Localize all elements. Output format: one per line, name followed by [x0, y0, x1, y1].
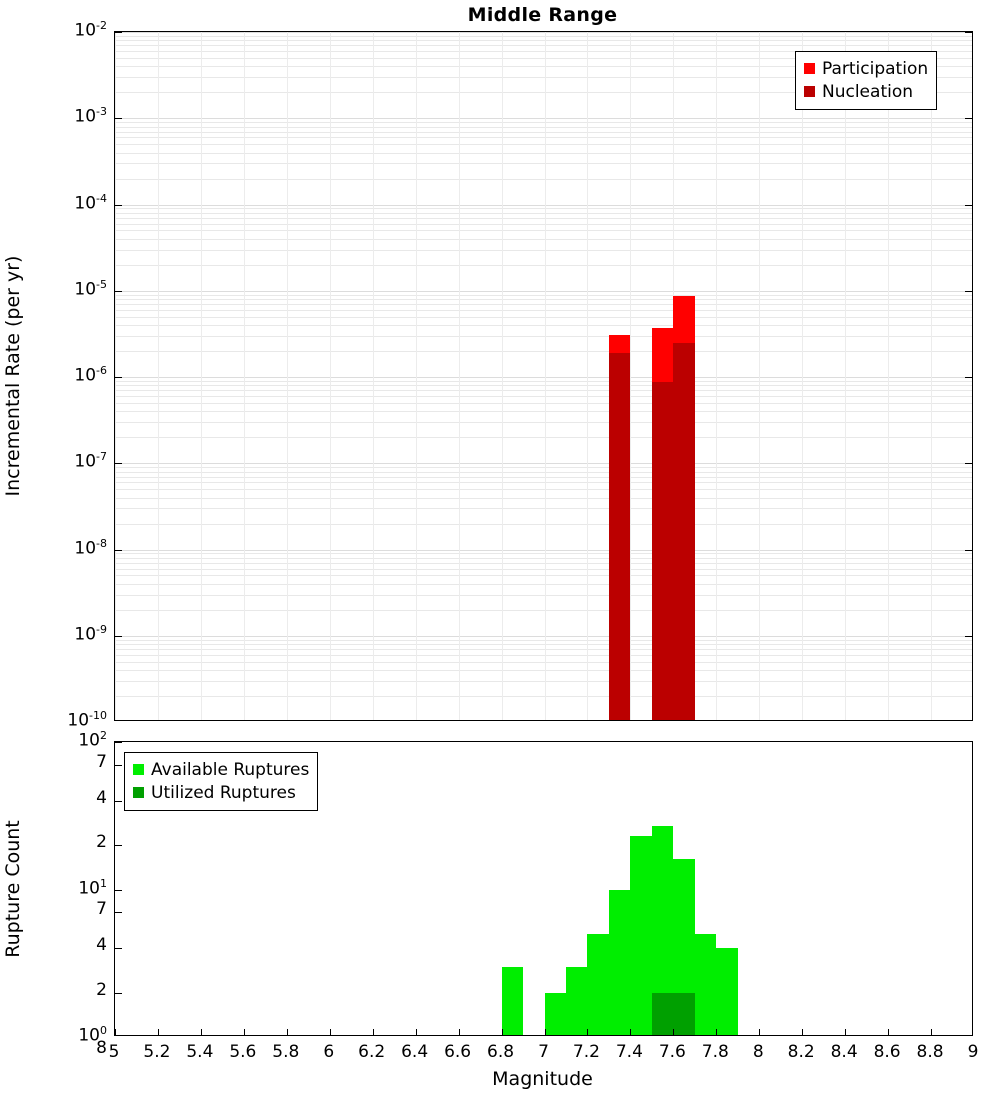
y-tick: [115, 801, 122, 802]
bar: [673, 343, 694, 721]
legend-label-participation: Participation: [822, 58, 929, 79]
gridline: [158, 32, 159, 720]
x-tick: [587, 1029, 588, 1035]
y-tick: [115, 636, 122, 637]
x-axis-label: Magnitude: [492, 1068, 593, 1090]
y-tick: [115, 948, 122, 949]
y-tick-label: $10^1$: [78, 876, 107, 899]
x-tick: [115, 1029, 116, 1035]
x-tick: [244, 1029, 245, 1035]
y-tick: [115, 890, 122, 891]
x-tick-label: 5.8: [272, 1042, 300, 1062]
gridline: [931, 32, 932, 720]
x-tick: [931, 1029, 932, 1035]
y-tick: [965, 291, 972, 292]
y-tick: [115, 32, 122, 33]
gridline: [888, 32, 889, 720]
y-tick-label: 7: [96, 899, 107, 920]
y-tick: [115, 912, 122, 913]
y-tick: [115, 742, 122, 743]
bar: [587, 934, 608, 1036]
x-tick-label: 6.8: [487, 1042, 515, 1062]
y-tick-label: $10^{-2}$: [74, 19, 107, 41]
gridline: [802, 32, 803, 720]
x-tick-label: 9: [967, 1042, 979, 1062]
x-tick-label: 6.2: [358, 1042, 386, 1062]
gridline: [330, 32, 331, 720]
x-tick: [287, 1029, 288, 1035]
y-tick-label: $10^2$: [78, 729, 107, 751]
legend-top: [795, 51, 937, 110]
gridline: [630, 32, 631, 720]
bar: [609, 353, 630, 721]
gridline: [416, 32, 417, 720]
x-tick-label: 8.2: [787, 1042, 815, 1062]
x-tick-label: 7: [538, 1042, 549, 1062]
y-tick: [965, 636, 972, 637]
bar: [673, 993, 694, 1036]
x-tick: [888, 1029, 889, 1035]
gridline: [716, 32, 717, 720]
x-tick: [716, 1029, 717, 1035]
y-axis-label-top: Incremental Rate (per yr): [2, 255, 24, 497]
gridline: [759, 32, 760, 720]
legend-swatch-utilized-ruptures: [133, 787, 144, 798]
y-tick: [115, 463, 122, 464]
x-tick-label: 8.8: [916, 1042, 944, 1062]
y-tick: [115, 377, 122, 378]
y-tick-label: 7: [96, 751, 107, 772]
bar: [566, 967, 587, 1036]
y-tick-label: $10^{-5}$: [74, 277, 107, 300]
x-tick: [802, 1029, 803, 1035]
legend-bottom: [124, 752, 318, 811]
y-tick: [115, 118, 122, 119]
x-tick-label: 8: [752, 1042, 764, 1062]
x-tick-label: 6.6: [444, 1042, 472, 1062]
x-tick: [373, 1029, 374, 1035]
y-tick: [115, 845, 122, 846]
bar: [652, 382, 673, 721]
bar: [695, 934, 716, 1036]
gridline: [459, 32, 460, 720]
y-tick: [965, 463, 972, 464]
x-tick: [545, 1029, 546, 1035]
y-tick: [965, 377, 972, 378]
x-tick-label: 7.8: [701, 1042, 729, 1062]
legend-swatch-participation: [804, 63, 815, 74]
legend-swatch-nucleation: [804, 86, 815, 97]
y-tick-label: 8: [96, 1038, 107, 1059]
legend-item: [804, 80, 928, 103]
x-tick-label: 6.4: [401, 1042, 429, 1062]
y-tick-label: $10^{-10}$: [67, 709, 107, 731]
gridline: [545, 32, 546, 720]
bar: [652, 993, 673, 1036]
y-tick: [115, 205, 122, 206]
legend-label-nucleation: Nucleation: [822, 81, 914, 102]
y-tick-label: 4: [96, 935, 107, 956]
y-tick-label: $10^{-4}$: [74, 191, 107, 214]
legend-swatch-available-ruptures: [133, 764, 144, 775]
x-tick: [158, 1029, 159, 1035]
y-tick-label: $10^{-7}$: [74, 450, 107, 472]
y-tick: [115, 765, 122, 766]
bar: [502, 967, 523, 1036]
incremental-rate-plot: [114, 31, 973, 721]
legend-item: [133, 781, 309, 804]
x-tick-label: 5.4: [186, 1042, 214, 1062]
y-tick: [115, 550, 122, 551]
y-tick: [965, 205, 972, 206]
y-tick-label: $10^{-8}$: [74, 536, 107, 559]
x-tick: [459, 1029, 460, 1035]
x-tick: [502, 1029, 503, 1035]
gridline: [845, 32, 846, 720]
y-tick-label: $10^{-9}$: [74, 622, 107, 645]
gridline: [244, 32, 245, 720]
y-tick: [965, 32, 972, 33]
x-tick: [330, 1029, 331, 1035]
x-tick-label: 6: [323, 1042, 335, 1062]
bar: [609, 890, 630, 1037]
x-tick: [759, 1029, 760, 1035]
y-tick: [965, 550, 972, 551]
y-tick: [115, 993, 122, 994]
y-tick-label: $10^{-6}$: [74, 364, 107, 386]
page-title: Middle Range: [467, 4, 618, 26]
y-tick-label: $10^{-3}$: [74, 105, 107, 127]
x-tick: [845, 1029, 846, 1035]
y-tick-label: 2: [96, 979, 107, 1000]
legend-item: [804, 57, 928, 80]
x-tick-label: 7.6: [658, 1042, 686, 1062]
x-tick: [630, 1029, 631, 1035]
bar: [630, 836, 651, 1036]
y-tick: [965, 118, 972, 119]
gridline: [373, 32, 374, 720]
x-tick-label: 5: [108, 1042, 120, 1062]
gridline: [115, 32, 116, 720]
x-tick-label: 5.6: [229, 1042, 257, 1062]
y-tick: [115, 291, 122, 292]
x-tick-label: 7.4: [615, 1042, 643, 1062]
gridline: [587, 32, 588, 720]
legend-item: [133, 758, 309, 781]
y-tick-label: 2: [96, 832, 107, 853]
y-tick-label: $10^0$: [78, 1024, 107, 1046]
gridline: [201, 32, 202, 720]
gridline: [502, 32, 503, 720]
x-tick-label: 7.2: [572, 1042, 600, 1062]
bar: [716, 948, 737, 1036]
x-tick: [673, 1029, 674, 1035]
x-tick: [416, 1029, 417, 1035]
x-tick-label: 8.4: [830, 1042, 858, 1062]
x-tick: [201, 1029, 202, 1035]
legend-label-available-ruptures: Available Ruptures: [151, 759, 310, 780]
legend-label-utilized-ruptures: Utilized Ruptures: [151, 782, 296, 803]
x-tick-label: 5.2: [143, 1042, 171, 1062]
gridline: [287, 32, 288, 720]
x-tick-label: 8.6: [873, 1042, 901, 1062]
y-tick-label: 4: [96, 787, 107, 808]
bar: [545, 993, 566, 1036]
y-axis-label-bottom: Rupture Count: [2, 819, 24, 958]
